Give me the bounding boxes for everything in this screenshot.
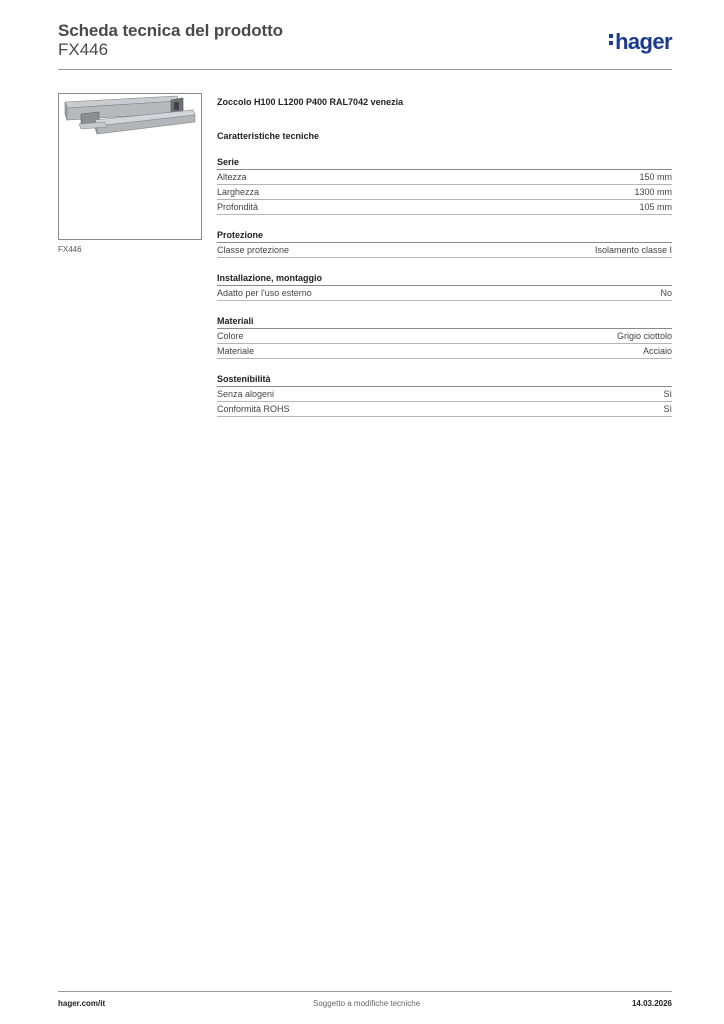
spec-row bbox=[217, 286, 672, 301]
spec-row bbox=[217, 243, 672, 258]
logo-dots-icon bbox=[609, 31, 613, 48]
spec-value: Sì bbox=[663, 389, 672, 399]
group-title: Serie bbox=[217, 156, 672, 170]
product-image bbox=[58, 93, 202, 240]
spec-row bbox=[217, 402, 672, 417]
group-title: Materiali bbox=[217, 315, 672, 329]
page-footer bbox=[58, 991, 672, 1016]
spec-label: Classe protezione bbox=[217, 245, 290, 255]
product-code: FX446 bbox=[58, 40, 109, 59]
group-title: Installazione, montaggio bbox=[217, 272, 672, 286]
spec-label: Altezza bbox=[217, 172, 247, 182]
spec-label: Larghezza bbox=[217, 187, 260, 197]
spec-row bbox=[217, 329, 672, 344]
spec-value: Acciaio bbox=[642, 346, 672, 356]
spec-content bbox=[217, 96, 672, 417]
footer-date: 14.03.2026 bbox=[631, 999, 672, 1008]
footer-note: Soggetto a modifiche tecniche bbox=[313, 999, 421, 1008]
spec-group-protezione bbox=[217, 229, 672, 258]
spec-value: 105 mm bbox=[639, 202, 672, 212]
specs-heading: Caratteristiche tecniche bbox=[217, 131, 320, 141]
spec-row bbox=[217, 170, 672, 185]
product-name: Zoccolo H100 L1200 P400 RAL7042 venezia bbox=[217, 97, 404, 107]
spec-value: 1300 mm bbox=[634, 187, 672, 197]
spec-value: Sì bbox=[663, 404, 672, 414]
spec-value: Isolamento classe I bbox=[594, 245, 672, 255]
group-title: Sostenibilità bbox=[217, 373, 672, 387]
product-plinth-image bbox=[59, 94, 201, 239]
spec-value: 150 mm bbox=[639, 172, 672, 182]
spec-group-serie bbox=[217, 156, 672, 215]
spec-row bbox=[217, 387, 672, 402]
spec-label: Adatto per l'uso esterno bbox=[217, 288, 312, 298]
spec-label: Materiale bbox=[217, 346, 255, 356]
image-caption: FX446 bbox=[58, 245, 82, 254]
spec-value: No bbox=[660, 288, 672, 298]
hager-logo bbox=[609, 29, 672, 55]
spec-label: Colore bbox=[217, 331, 244, 341]
spec-value: Grigio ciottolo bbox=[616, 331, 672, 341]
spec-label: Conformità ROHS bbox=[217, 404, 290, 414]
spec-row bbox=[217, 200, 672, 215]
group-title: Protezione bbox=[217, 229, 672, 243]
spec-group-sostenibilita bbox=[217, 373, 672, 417]
logo-text: hager bbox=[615, 29, 672, 54]
page-header bbox=[58, 20, 672, 70]
spec-group-materiali bbox=[217, 315, 672, 359]
spec-row bbox=[217, 185, 672, 200]
spec-row bbox=[217, 344, 672, 359]
spec-label: Profondità bbox=[217, 202, 259, 212]
website-link[interactable]: hager.com/it bbox=[58, 999, 106, 1008]
spec-label: Senza alogeni bbox=[217, 389, 275, 399]
spec-group-installazione bbox=[217, 272, 672, 301]
document-title: Scheda tecnica del prodotto bbox=[58, 21, 283, 40]
